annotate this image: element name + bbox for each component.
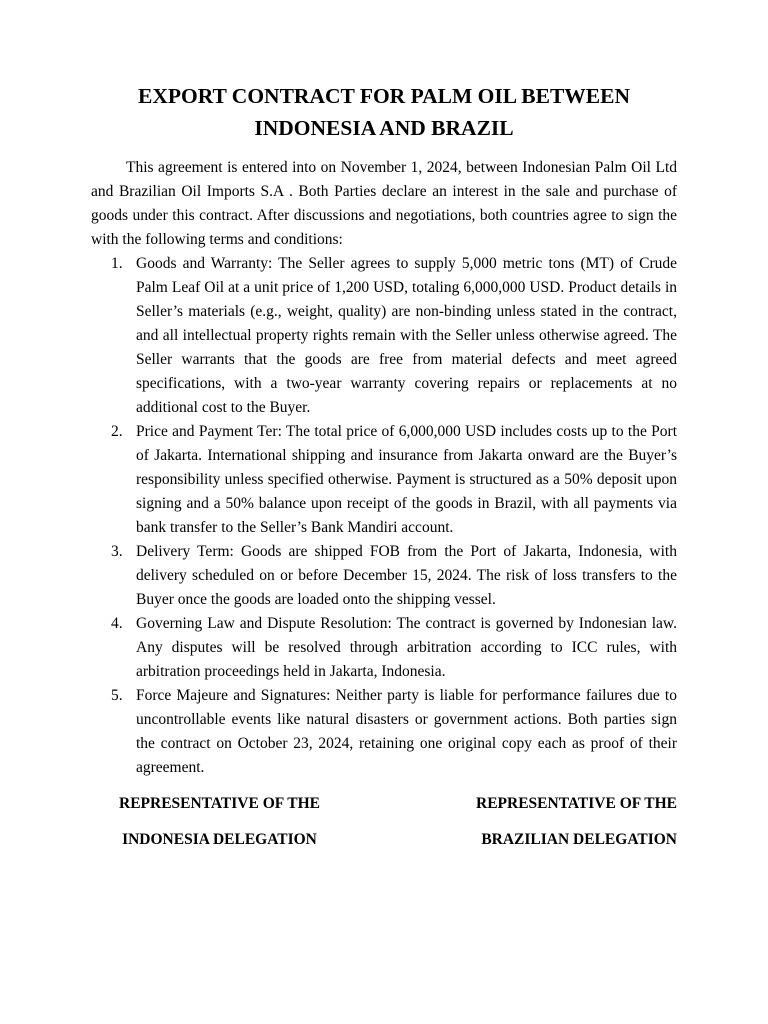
term-item-3 bbox=[91, 540, 677, 612]
term-text: Governing Law and Dispute Resolution: The contract is governed by Indonesian law. Any disputes will be resolved through arbitration according to ICC rules, with arbitration proceedings held in Jakarta, Indonesia. bbox=[136, 615, 677, 680]
signature-indonesia-line-2: INDONESIA DELEGATION bbox=[122, 831, 317, 848]
term-number: 5. bbox=[111, 687, 123, 704]
term-text: Price and Payment Ter: The total price of 6,000,000 USD includes costs up to the Port of Jakarta. International shipping and insurance from Jakarta onward are the Buyer’s responsibility unless specified otherwise. Payment is structured as a 50% deposit upon signing and a 50% balance upon receipt of the goods in Brazil, with all payments via bank transfer to the Seller’s Bank Mandiri account. bbox=[136, 423, 677, 536]
term-item-2 bbox=[91, 420, 677, 540]
signature-brazil bbox=[476, 792, 677, 852]
term-item-5 bbox=[91, 684, 677, 780]
title-line-1: EXPORT CONTRACT FOR PALM OIL BETWEEN bbox=[137, 84, 631, 108]
contract-page bbox=[91, 80, 677, 872]
term-text: Goods and Warranty: The Seller agrees to supply 5,000 metric tons (MT) of Crude Palm Leaf Oil at a unit price of 1,200 USD, totaling 6,000,000 USD. Product details in Seller’s materials (e.g., weight, quality) are non-binding unless stated in the contract, and all intellectual property rights remain with the Seller unless otherwise agreed. The Seller warrants that the goods are free from material defects and meet agreed specifications, with a two-year warranty covering repairs or replacements at no additional cost to the Buyer. bbox=[136, 255, 677, 416]
term-number: 1. bbox=[111, 255, 123, 272]
signature-block bbox=[91, 792, 677, 872]
signature-indonesia bbox=[119, 792, 320, 852]
title-line-2: INDONESIA AND BRAZIL bbox=[254, 116, 514, 140]
terms-list bbox=[91, 252, 677, 780]
term-item-4 bbox=[91, 612, 677, 684]
term-text: Force Majeure and Signatures: Neither party is liable for performance failures due to uncontrollable events like natural disasters or government actions. Both parties sign the contract on October 23, 2024, retaining one original copy each as proof of their agreement. bbox=[136, 687, 677, 776]
term-number: 4. bbox=[111, 615, 123, 632]
signature-indonesia-line-1: REPRESENTATIVE OF THE bbox=[119, 795, 320, 812]
term-number: 3. bbox=[111, 543, 123, 560]
term-number: 2. bbox=[111, 423, 123, 440]
term-text: Delivery Term: Goods are shipped FOB from the Port of Jakarta, Indonesia, with delivery scheduled on or before December 15, 2024. The risk of loss transfers to the Buyer once the goods are loaded onto the shipping vessel. bbox=[136, 543, 677, 608]
page-title bbox=[91, 80, 677, 144]
signature-brazil-line-1: REPRESENTATIVE OF THE bbox=[476, 795, 677, 812]
term-item-1 bbox=[91, 252, 677, 420]
intro-paragraph: This agreement is entered into on November 1, 2024, between Indonesian Palm Oil Ltd and Brazilian Oil Imports S.A . Both Parties declare an interest in the sale and purchase of goods under this contract. After discussions and negotiations, both countries agree to sign the with the following terms and conditions: bbox=[91, 159, 677, 248]
signature-brazil-line-2: BRAZILIAN DELEGATION bbox=[481, 831, 677, 848]
